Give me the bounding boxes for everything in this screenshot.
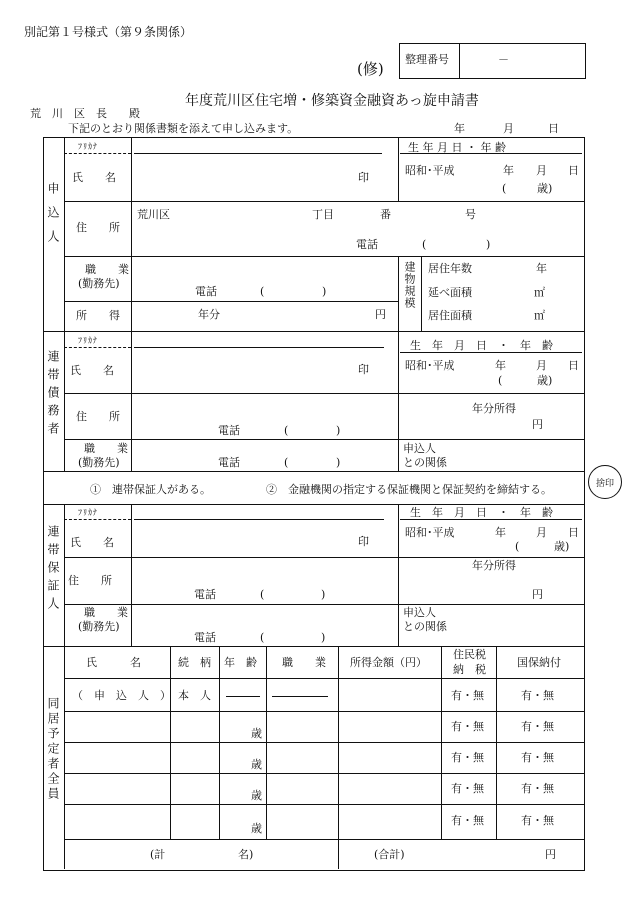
total-count-close: 名) xyxy=(238,848,254,861)
applicant-furigana-label: ﾌﾘｶﾅ xyxy=(78,142,98,151)
row4-income-field[interactable] xyxy=(339,774,440,803)
debtor-phone-open: ( xyxy=(284,424,289,437)
total-count-field[interactable] xyxy=(175,842,235,867)
addressee: 荒 川 区 長 殿 xyxy=(30,107,140,120)
guarantor-seal: 印 xyxy=(358,535,369,548)
debtor-day: 日 xyxy=(568,359,579,372)
guarantor-year: 年 xyxy=(495,526,506,539)
applicant-job-phone-open: ( xyxy=(260,285,265,298)
row3-age-field[interactable] xyxy=(220,743,265,772)
applicant-income-annual: 年分 xyxy=(198,308,220,321)
guarantee-option-1[interactable]: ① 連帯保証人がある。 xyxy=(90,483,211,496)
row1-tax-choice[interactable]: 有・無 xyxy=(451,689,484,702)
col-tax-header-2: 納 税 xyxy=(453,663,486,676)
applicant-phone-open: ( xyxy=(422,238,427,251)
living-area-field[interactable] xyxy=(480,305,582,329)
total-sum-field[interactable] xyxy=(420,842,540,867)
debtor-furigana-field[interactable] xyxy=(132,332,398,347)
applicant-phone-close: ) xyxy=(486,238,491,251)
col-relation-header: 続 柄 xyxy=(178,656,211,669)
debtor-relation-label1: 申込人 xyxy=(403,442,436,455)
applicant-chome: 丁目 xyxy=(312,208,334,221)
row3-income-field[interactable] xyxy=(339,743,440,772)
applicant-income-field[interactable] xyxy=(132,302,397,330)
guarantor-era: 昭和･平成 xyxy=(405,526,455,539)
living-area-label: 居住面積 xyxy=(428,309,472,322)
date-month: 月 xyxy=(503,122,514,135)
row5-name-field[interactable] xyxy=(65,805,169,838)
guarantor-name-label: 氏 名 xyxy=(70,536,114,549)
applicant-address-label: 住 所 xyxy=(76,221,120,234)
row2-tax-choice[interactable]: 有・無 xyxy=(451,720,484,733)
row2-age-field[interactable] xyxy=(220,712,265,741)
debtor-income-field[interactable] xyxy=(399,394,583,438)
debtor-job-sub: (勤務先) xyxy=(78,456,120,469)
debtor-job-phone-open: ( xyxy=(284,456,289,469)
row1-job-dash xyxy=(272,696,328,697)
guarantor-furigana-label: ﾌﾘｶﾅ xyxy=(78,508,98,517)
guarantor-address-label: 住 所 xyxy=(68,574,112,587)
total-sum-yen: 円 xyxy=(545,848,556,861)
debtor-seal: 印 xyxy=(358,363,369,376)
debtor-phone-label: 電話 xyxy=(218,424,240,437)
row4-age-unit: 歳 xyxy=(251,789,262,802)
guarantor-job-phone-open: ( xyxy=(260,631,265,644)
building-scale-label: 建物規模 xyxy=(403,261,416,309)
form-number: 別記第１号様式（第９条関係） xyxy=(24,25,193,39)
date-year: 年 xyxy=(454,122,465,135)
correction-stamp-label: 捨印 xyxy=(595,478,614,489)
guarantor-income-yen: 円 xyxy=(532,588,543,601)
row4-nhi-choice[interactable]: 有・無 xyxy=(521,782,554,795)
row2-relation-field[interactable] xyxy=(171,712,218,741)
guarantor-furigana-field[interactable] xyxy=(132,505,398,519)
row4-job-field[interactable] xyxy=(267,774,337,803)
debtor-relation-label2: との関係 xyxy=(403,456,447,469)
row4-age-field[interactable] xyxy=(220,774,265,803)
row3-relation-field[interactable] xyxy=(171,743,218,772)
col-job-header: 職 業 xyxy=(282,656,326,669)
guarantor-phone-open: ( xyxy=(260,588,265,601)
applicant-ban: 番 xyxy=(380,208,391,221)
applicant-income-yen: 円 xyxy=(375,308,386,321)
applicant-address-prefix: 荒川区 xyxy=(137,208,170,221)
applicant-era: 昭和･平成 xyxy=(405,164,455,177)
guarantor-birthdate-field[interactable] xyxy=(399,521,583,556)
applicant-section-label: 申込人 xyxy=(46,182,60,254)
floor-area-label: 延べ面積 xyxy=(428,286,472,299)
debtor-birthdate-field[interactable] xyxy=(399,354,583,392)
debtor-job-field[interactable] xyxy=(132,440,397,470)
row5-tax-choice[interactable]: 有・無 xyxy=(451,814,484,827)
row5-nhi-choice[interactable]: 有・無 xyxy=(521,814,554,827)
col-age-header: 年 齢 xyxy=(224,656,257,669)
debtor-name-label: 氏 名 xyxy=(70,364,114,377)
applicant-birth-header: 生 年 月 日 ・ 年 齢 xyxy=(408,141,506,154)
row4-relation-field[interactable] xyxy=(171,774,218,803)
row1-nhi-choice[interactable]: 有・無 xyxy=(521,689,554,702)
applicant-phone-label: 電話 xyxy=(356,238,378,251)
seiri-value: － xyxy=(498,53,509,66)
col-nhi-header: 国保納付 xyxy=(517,656,561,669)
row3-tax-choice[interactable]: 有・無 xyxy=(451,751,484,764)
guarantor-address-field[interactable] xyxy=(132,558,397,603)
applicant-seal: 印 xyxy=(358,171,369,184)
date-day: 日 xyxy=(548,122,559,135)
seiri-label: 整理番号 xyxy=(405,53,449,66)
applicant-name-label: 氏 名 xyxy=(72,171,116,184)
debtor-income-label: 年分所得 xyxy=(472,402,516,415)
row5-job-field[interactable] xyxy=(267,805,337,838)
guarantor-income-label: 年分所得 xyxy=(472,559,516,572)
debtor-address-label: 住 所 xyxy=(76,410,120,423)
applicant-year: 年 xyxy=(503,164,514,177)
guarantor-phone-close: ) xyxy=(321,588,326,601)
applicant-job-phone-close: ) xyxy=(322,285,327,298)
row2-job-field[interactable] xyxy=(267,712,337,741)
applicant-day: 日 xyxy=(568,164,579,177)
row5-age-unit: 歳 xyxy=(251,822,262,835)
guarantor-phone-label: 電話 xyxy=(194,588,216,601)
row1-age-dash xyxy=(226,696,260,697)
debtor-job-phone-close: ) xyxy=(336,456,341,469)
applicant-furigana-field[interactable] xyxy=(132,138,398,153)
applicant-age: 歳) xyxy=(537,182,553,195)
guarantor-name-field[interactable] xyxy=(132,521,398,556)
seiri-number-field[interactable] xyxy=(460,43,584,77)
floor-area-field[interactable] xyxy=(480,282,582,304)
guarantee-option-2[interactable]: ② 金融機関の指定する保証機関と保証契約を締結する。 xyxy=(266,483,552,496)
debtor-furigana-label: ﾌﾘｶﾅ xyxy=(78,336,98,345)
row2-age-unit: 歳 xyxy=(251,727,262,740)
guarantor-section-label: 連帯保証人 xyxy=(46,525,60,615)
total-sum-label: (合計) xyxy=(374,848,405,861)
debtor-month: 月 xyxy=(536,359,547,372)
row3-name-field[interactable] xyxy=(65,743,169,772)
row3-nhi-choice[interactable]: 有・無 xyxy=(521,751,554,764)
applicant-month: 月 xyxy=(536,164,547,177)
guarantor-relation-field[interactable] xyxy=(399,605,583,645)
page-title: 年度荒川区住宅増・修築資金融資あっ旋申請書 xyxy=(185,93,479,109)
row1-relation: 本 人 xyxy=(178,689,211,702)
guarantor-month: 月 xyxy=(536,526,547,539)
applicant-job-sub: (勤務先) xyxy=(78,277,120,290)
row2-nhi-choice[interactable]: 有・無 xyxy=(521,720,554,733)
guarantor-age-open: ( xyxy=(515,540,520,553)
guarantor-birth-header: 生 年 月 日 ・ 年 齢 xyxy=(410,506,553,519)
guarantor-job-field[interactable] xyxy=(132,605,397,645)
row2-income-field[interactable] xyxy=(339,712,440,741)
debtor-age-open: ( xyxy=(498,374,503,387)
total-count-open: (計 xyxy=(150,848,166,861)
debtor-era: 昭和･平成 xyxy=(405,359,455,372)
row3-age-unit: 歳 xyxy=(251,758,262,771)
row4-name-field[interactable] xyxy=(65,774,169,803)
household-section-label: 同居予定者全員 xyxy=(46,697,60,802)
row5-age-field[interactable] xyxy=(220,805,265,838)
applicant-birthdate-field[interactable] xyxy=(399,155,583,200)
col-name-header: 氏 名 xyxy=(86,656,141,669)
guarantor-relation-label1: 申込人 xyxy=(403,606,436,619)
applicant-income-label: 所 得 xyxy=(76,309,120,322)
row1-income-field[interactable] xyxy=(339,679,440,710)
applicant-job-phone-label: 電話 xyxy=(195,285,217,298)
debtor-address-field[interactable] xyxy=(132,394,397,438)
row3-job-field[interactable] xyxy=(267,743,337,772)
debtor-relation-field[interactable] xyxy=(399,440,583,470)
living-area-unit: ㎡ xyxy=(534,309,545,322)
shu-mark: (修) xyxy=(357,60,384,78)
guarantor-relation-label2: との関係 xyxy=(403,620,447,633)
debtor-job-label: 職 業 xyxy=(84,442,128,455)
col-tax-header-1: 住民税 xyxy=(453,648,486,661)
row5-income-field[interactable] xyxy=(339,805,440,838)
col-income-header: 所得金額（円） xyxy=(350,656,427,669)
debtor-phone-close: ) xyxy=(336,424,341,437)
debtor-birth-header: 生 年 月 日 ・ 年 齢 xyxy=(410,339,553,352)
row4-tax-choice[interactable]: 有・無 xyxy=(451,782,484,795)
debtor-income-yen: 円 xyxy=(532,418,543,431)
applicant-go: 号 xyxy=(465,208,476,221)
residence-years-unit: 年 xyxy=(536,262,547,275)
correction-stamp-circle xyxy=(588,465,622,499)
row5-relation-field[interactable] xyxy=(171,805,218,838)
debtor-name-field[interactable] xyxy=(132,349,398,392)
guarantor-job-label: 職 業 xyxy=(84,606,128,619)
applicant-address-field[interactable] xyxy=(132,202,583,255)
guarantor-job-phone-close: ) xyxy=(321,631,326,644)
applicant-job-field[interactable] xyxy=(132,257,397,300)
residence-years-field[interactable] xyxy=(480,258,582,280)
applicant-name-field[interactable] xyxy=(132,155,398,200)
floor-area-unit: ㎡ xyxy=(534,286,545,299)
guarantor-job-sub: (勤務先) xyxy=(78,620,120,633)
guarantor-job-phone-label: 電話 xyxy=(194,631,216,644)
row1-name: （ 申 込 人 ） xyxy=(72,689,171,702)
residence-years-label: 居住年数 xyxy=(428,262,472,275)
debtor-age: 歳) xyxy=(537,374,553,387)
guarantor-day: 日 xyxy=(568,526,579,539)
debtor-section-label: 連帯債務者 xyxy=(46,350,60,440)
intro-text: 下記のとおり関係書類を添えて申し込みます。 xyxy=(68,122,299,135)
guarantor-income-field[interactable] xyxy=(399,558,583,603)
applicant-age-open: ( xyxy=(502,182,507,195)
debtor-job-phone-label: 電話 xyxy=(218,456,240,469)
applicant-job-label: 職 業 xyxy=(85,263,129,276)
guarantor-age: 歳) xyxy=(554,540,570,553)
row2-name-field[interactable] xyxy=(65,712,169,741)
debtor-year: 年 xyxy=(495,359,506,372)
